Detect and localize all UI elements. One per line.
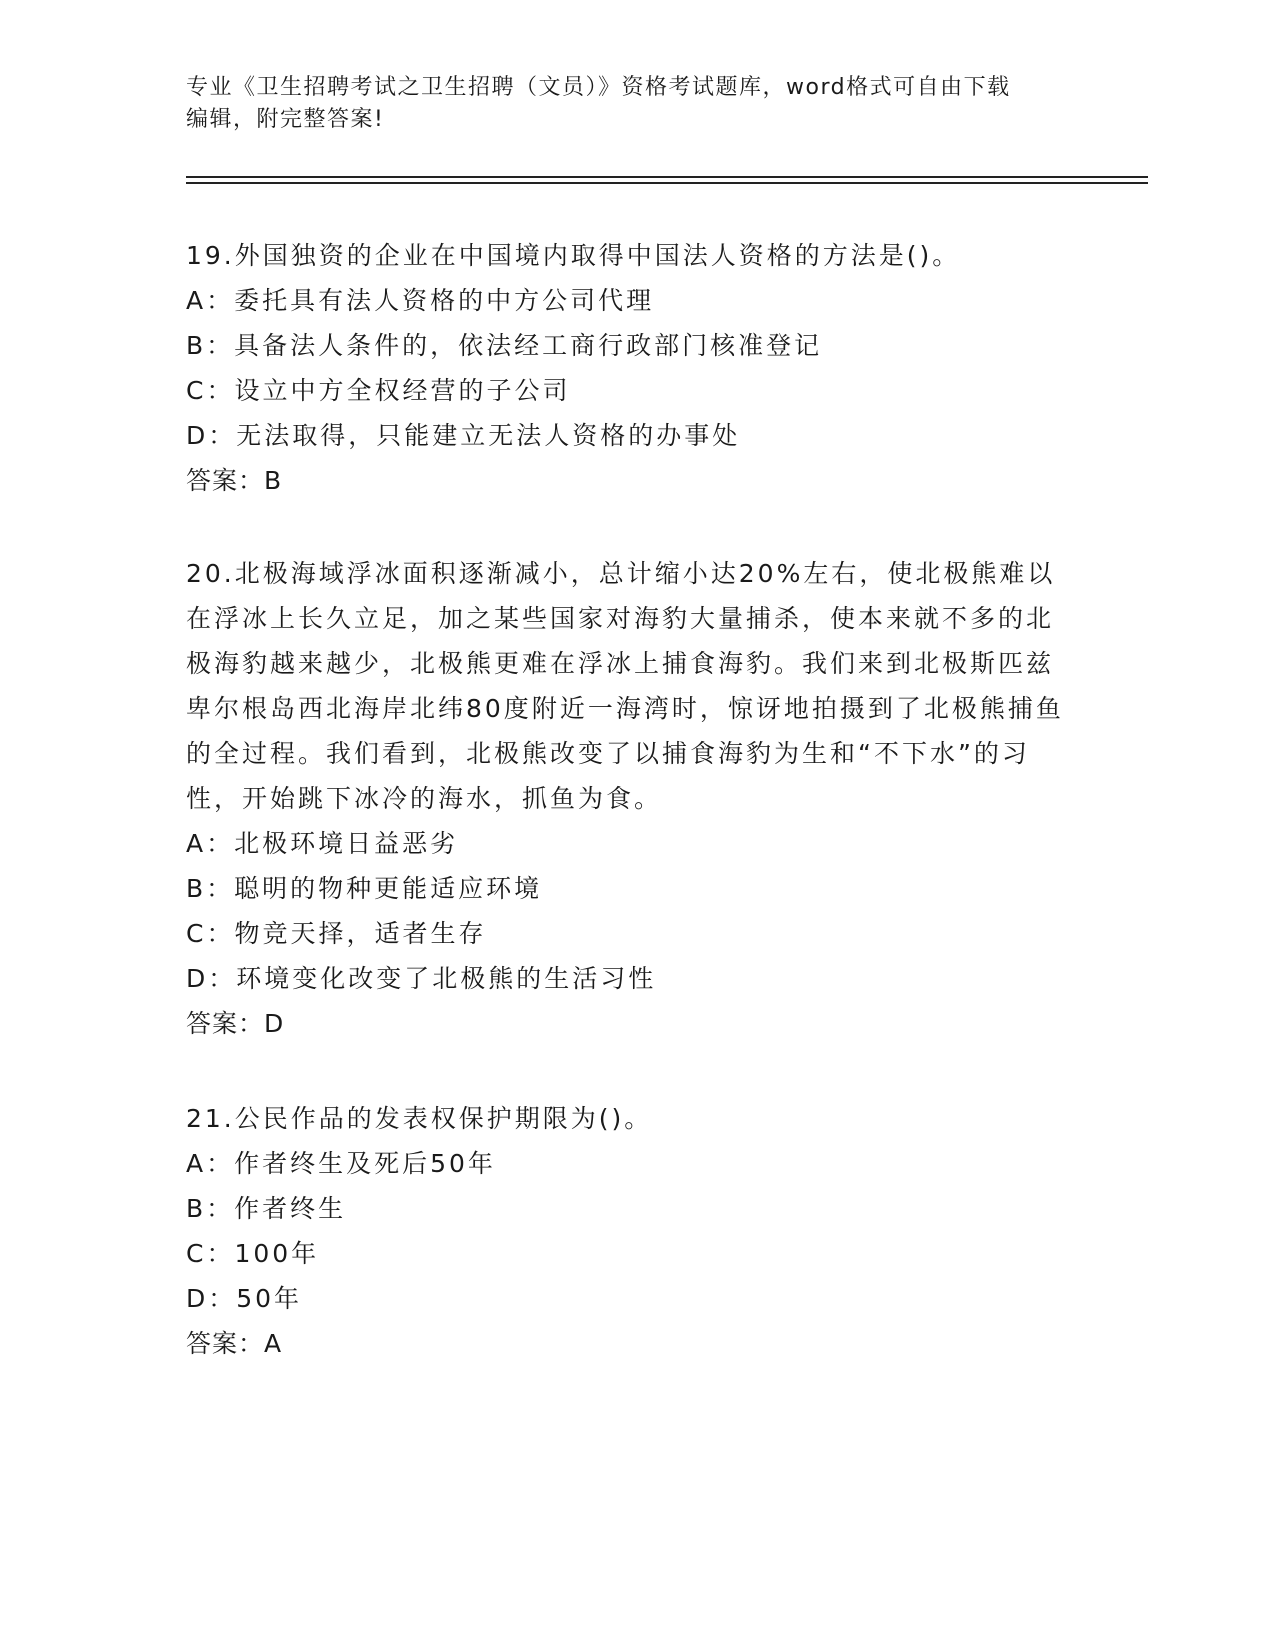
question-21 — [186, 1096, 1066, 1366]
option-a: A：作者终生及死后50年 — [186, 1149, 496, 1178]
option-d: D：50年 — [186, 1284, 303, 1313]
header-divider-top — [186, 176, 1148, 178]
option-c: C：100年 — [186, 1239, 320, 1268]
answer: 答案：B — [186, 466, 283, 495]
option-d: D：环境变化改变了北极熊的生活习性 — [186, 964, 657, 993]
option-c: C：物竞天择，适者生存 — [186, 919, 487, 948]
question-stem: 19.外国独资的企业在中国境内取得中国法人资格的方法是()。 — [186, 241, 961, 270]
question-19 — [186, 233, 1066, 503]
option-c: C：设立中方全权经营的子公司 — [186, 376, 571, 405]
document-header — [186, 72, 1086, 136]
answer: 答案：D — [186, 1009, 285, 1038]
option-b: B：具备法人条件的，依法经工商行政部门核准登记 — [186, 331, 823, 360]
option-a: A：委托具有法人资格的中方公司代理 — [186, 286, 655, 315]
header-line-1: 专业《卫生招聘考试之卫生招聘（文员）》资格考试题库，word格式可自由下载 — [186, 75, 1011, 100]
option-d: D：无法取得，只能建立无法人资格的办事处 — [186, 421, 741, 450]
option-b: B：聪明的物种更能适应环境 — [186, 874, 543, 903]
option-a: A：北极环境日益恶劣 — [186, 829, 459, 858]
header-line-2: 编辑，附完整答案! — [186, 107, 385, 132]
option-b: B：作者终生 — [186, 1194, 347, 1223]
question-stem: 20.北极海域浮冰面积逐渐减小，总计缩小达20%左右，使北极熊难以在浮冰上长久立足，加之某些国家对海豹大量捕杀，使本来就不多的北极海豹越来越少，北极熊更难在浮冰上捕食海豹。我们来到北极斯匹兹卑尔根岛西北海岸北纬80度附近一海湾时，惊讶地拍摄到了北极熊捕鱼的全过程。我们看到，北极熊改变了以捕食海豹为生和“不下水”的习性，开始跳下冰冷的海水，抓鱼为食。 — [186, 559, 1064, 813]
question-20 — [186, 551, 1066, 1046]
header-divider-bottom — [186, 182, 1148, 184]
answer: 答案：A — [186, 1329, 283, 1358]
question-stem: 21.公民作品的发表权保护期限为()。 — [186, 1104, 653, 1133]
